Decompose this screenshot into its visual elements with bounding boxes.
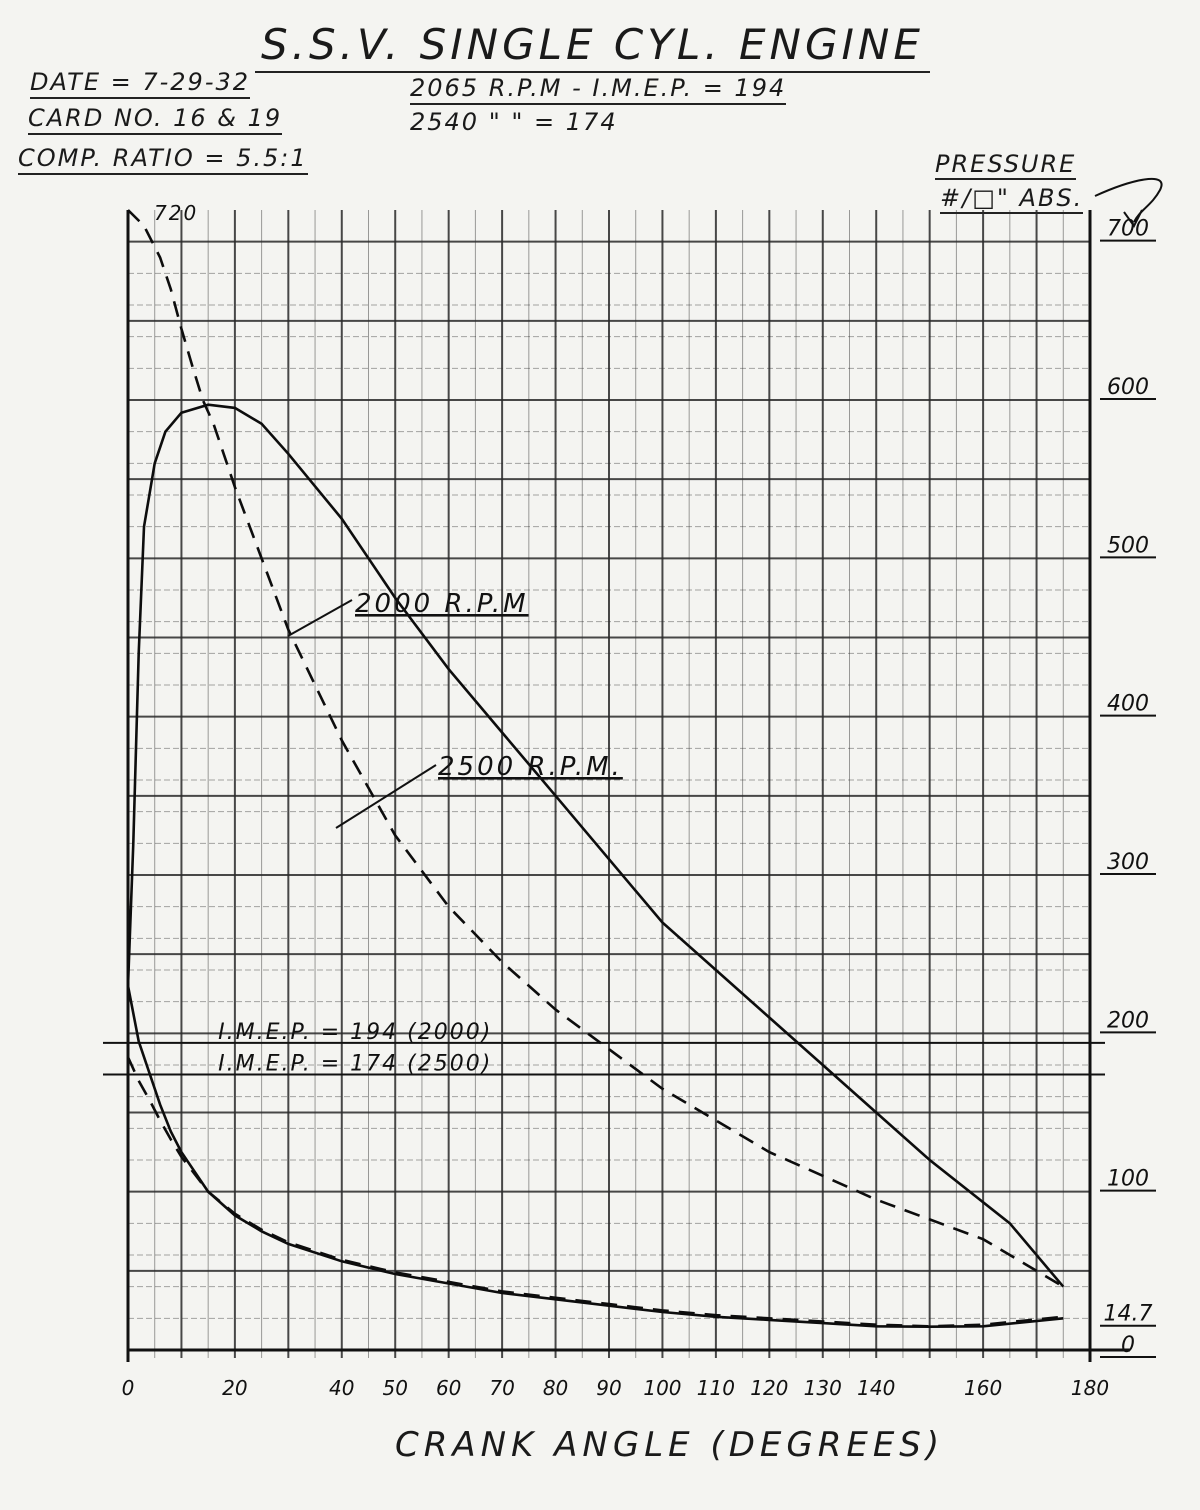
y-tick-label: 100 bbox=[1107, 1166, 1149, 1192]
y-tick-label: 400 bbox=[1107, 691, 1149, 717]
series-line-0 bbox=[128, 405, 1063, 1287]
x-axis-title: CRANK ANGLE (DEGREES) bbox=[395, 1425, 945, 1465]
x-tick-label: 90 bbox=[596, 1376, 622, 1400]
chart-labels bbox=[122, 179, 1162, 1400]
y-tick-label: 14.7 bbox=[1103, 1301, 1153, 1327]
annotation-label: 720 bbox=[154, 201, 199, 225]
x-tick-label: 80 bbox=[542, 1376, 569, 1400]
annotation-label: I.M.E.P. = 174 (2500) bbox=[218, 1051, 493, 1077]
x-tick-label: 110 bbox=[696, 1376, 735, 1400]
x-tick-label: 160 bbox=[964, 1376, 1003, 1400]
x-tick-label: 100 bbox=[643, 1376, 682, 1400]
chart-title: S.S.V. SINGLE CYL. ENGINE bbox=[255, 20, 930, 73]
chart-grid bbox=[103, 210, 1130, 1362]
y-tick-label: 300 bbox=[1107, 850, 1149, 875]
x-tick-label: 70 bbox=[489, 1376, 515, 1400]
y-tick-label: 500 bbox=[1107, 533, 1149, 559]
x-tick-label: 50 bbox=[382, 1376, 408, 1400]
y-axis-title-line2: #/□" ABS. bbox=[940, 184, 1084, 212]
x-tick-label: 120 bbox=[750, 1376, 789, 1400]
test-date: DATE = 7-29-32 bbox=[30, 68, 250, 99]
x-tick-label: 40 bbox=[329, 1376, 355, 1400]
series-label-2000-rpm: 2000 R.P.M bbox=[355, 589, 529, 619]
y-axis-title-line1: PRESSURE bbox=[935, 150, 1077, 178]
card-number: CARD NO. 16 & 19 bbox=[28, 104, 282, 135]
y-tick-label: 200 bbox=[1107, 1008, 1149, 1034]
y-tick-label: 0 bbox=[1121, 1333, 1135, 1358]
x-tick-label: 20 bbox=[222, 1376, 248, 1400]
compression-ratio: COMP. RATIO = 5.5:1 bbox=[18, 144, 308, 175]
series-label-2500-rpm: 2500 R.P.M. bbox=[438, 752, 623, 782]
run-1-summary: 2065 R.P.M - I.M.E.P. = 194 bbox=[410, 74, 786, 105]
x-tick-label: 140 bbox=[857, 1376, 896, 1400]
x-tick-label: 180 bbox=[1070, 1376, 1110, 1400]
y-tick-label: 700 bbox=[1107, 216, 1149, 242]
arrow-curve bbox=[1095, 179, 1162, 222]
run-2-summary: 2540 " " = 174 bbox=[410, 108, 618, 136]
x-tick-label: 130 bbox=[803, 1376, 842, 1400]
y-tick-label: 600 bbox=[1107, 375, 1149, 400]
x-tick-label: 0 bbox=[121, 1376, 135, 1400]
x-tick-label: 60 bbox=[435, 1376, 462, 1400]
annotation-label: I.M.E.P. = 194 (2000) bbox=[218, 1019, 493, 1045]
